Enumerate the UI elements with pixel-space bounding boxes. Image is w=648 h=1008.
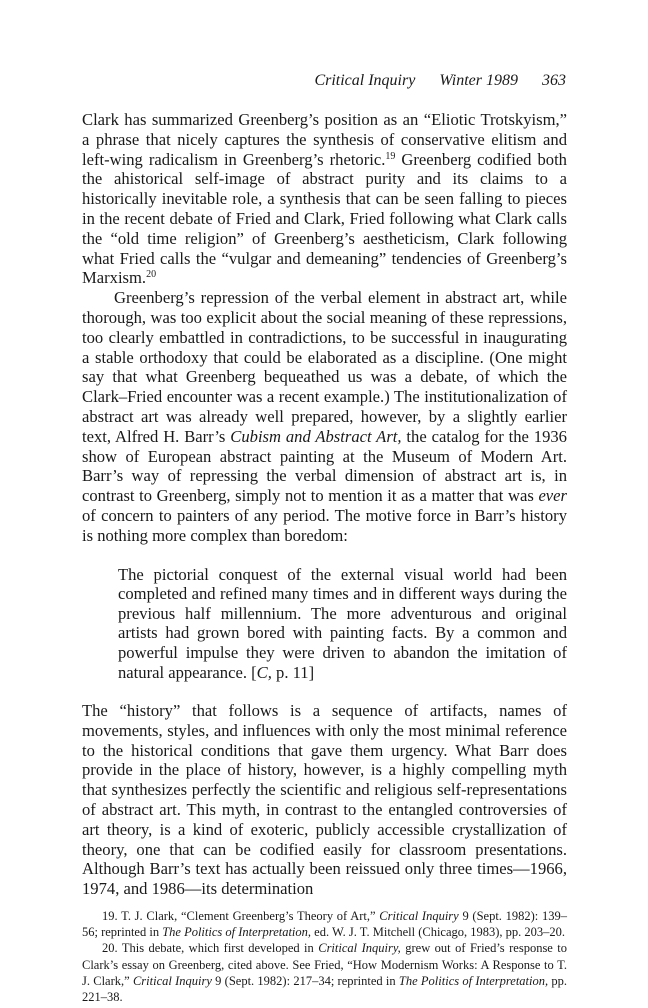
quote-text: The pictorial conquest of the external visual world had been completed and refined many times and in different ways during the previous half millennium. The more adventurous and original artists had grown bored with painting facts. By a common and powerful impulse they were driven to abandon the imitation of natural appearance. [	[118, 564, 567, 682]
block-quote	[118, 565, 567, 683]
footnote-ref-19: 19	[385, 150, 396, 162]
article-body	[82, 110, 567, 899]
journal-title: Critical Inquiry	[314, 72, 416, 89]
paragraph-3: The “history” that follows is a sequence of artifacts, names of movements, styles, and influences with only the most minimal reference to the historical conditions that gave them urgency. What Barr does provide in the place of history, however, is a highly compelling myth that synthesizes perfectly the scientific and religious self-representations of abstract art. This myth, in contrast to the entangled controversies of art theory, is a kind of exoteric, publicly accessible crystallization of theory, one that can be codified easily for classroom presentations. Although Barr’s text has actually been reissued only three times—1966, 1974, and 1986—its determination	[82, 701, 567, 899]
footnote-19: 19. T. J. Clark, “Clement Greenberg’s Theory of Art,” Critical Inquiry 9 (Sept. 1982): 139–56; reprinted in The Politics of Interpretation, ed. W. J. T. Mitchell (Chicago, 1983), pp. 203–20.	[82, 909, 567, 940]
paragraph-1-text-b: Greenberg codified both the ahistorical self-image of abstract purity and its claims to a historically inevitable role, a synthesis that can be seen falling to pieces in the recent debate of Fried and Clark, Fried following what Clark calls the “old time religion” of Greenberg’s aestheticism, Clark following what Fried calls the “vulgar and demeaning” tendencies of Greenberg’s Marxism.	[82, 149, 567, 288]
emphasis-ever: ever	[538, 486, 567, 506]
paragraph-2	[82, 288, 567, 545]
quote-citation-source: C,	[256, 662, 272, 682]
footnotes	[82, 908, 567, 1005]
footnote-ref-20: 20	[146, 269, 157, 281]
quote-citation-page: p. 11]	[271, 662, 315, 682]
paragraph-2-text-b: the catalog for the 1936 show of European abstract painting at the Museum of Modern Art. Barr’s way of repressing the verbal dimension of abstract art is, in contrast to Greenberg, simply not to mention it as a matter that was	[82, 426, 567, 506]
paragraph-2-text-c: of concern to painters of any period. The motive force in Barr’s history is nothing more complex than boredom:	[82, 505, 567, 545]
page-number: 363	[542, 72, 566, 89]
book-title: Cubism and Abstract Art,	[230, 426, 402, 446]
paragraph-1-text-a: Clark has summarized Greenberg’s position as an “Eliotic Trotskyism,” a phrase that nicely captures the synthesis of conservative elitism and left-wing radicalism in Greenberg’s rhetoric.	[82, 110, 567, 169]
issue-date: Winter 1989	[439, 72, 518, 89]
paragraph-1	[82, 110, 567, 288]
paragraph-2-text-a: Greenberg’s repression of the verbal element in abstract art, while thorough, was too explicit about the social meaning of these repressions, too clearly embattled in contradictions, to be successful in inaugurating a stable orthodoxy that could be elaborated as a discipline. (One might say that what Greenberg bequeathed us was a debate, of which the Clark–Fried encounter was a recent example.) The institutionalization of abstract art was already well prepared, however, by a slightly earlier text, Alfred H. Barr’s	[82, 288, 567, 446]
footnote-20: 20. This debate, which first developed in Critical Inquiry, grew out of Fried’s response to Clark’s essay on Greenberg, cited above. See Fried, “How Modernism Works: A Response to T. J. Clark,” Critical Inquiry 9 (Sept. 1982): 217–34; reprinted in The Politics of Interpretation, pp. 221–38.	[82, 941, 568, 1005]
running-header	[82, 71, 566, 91]
